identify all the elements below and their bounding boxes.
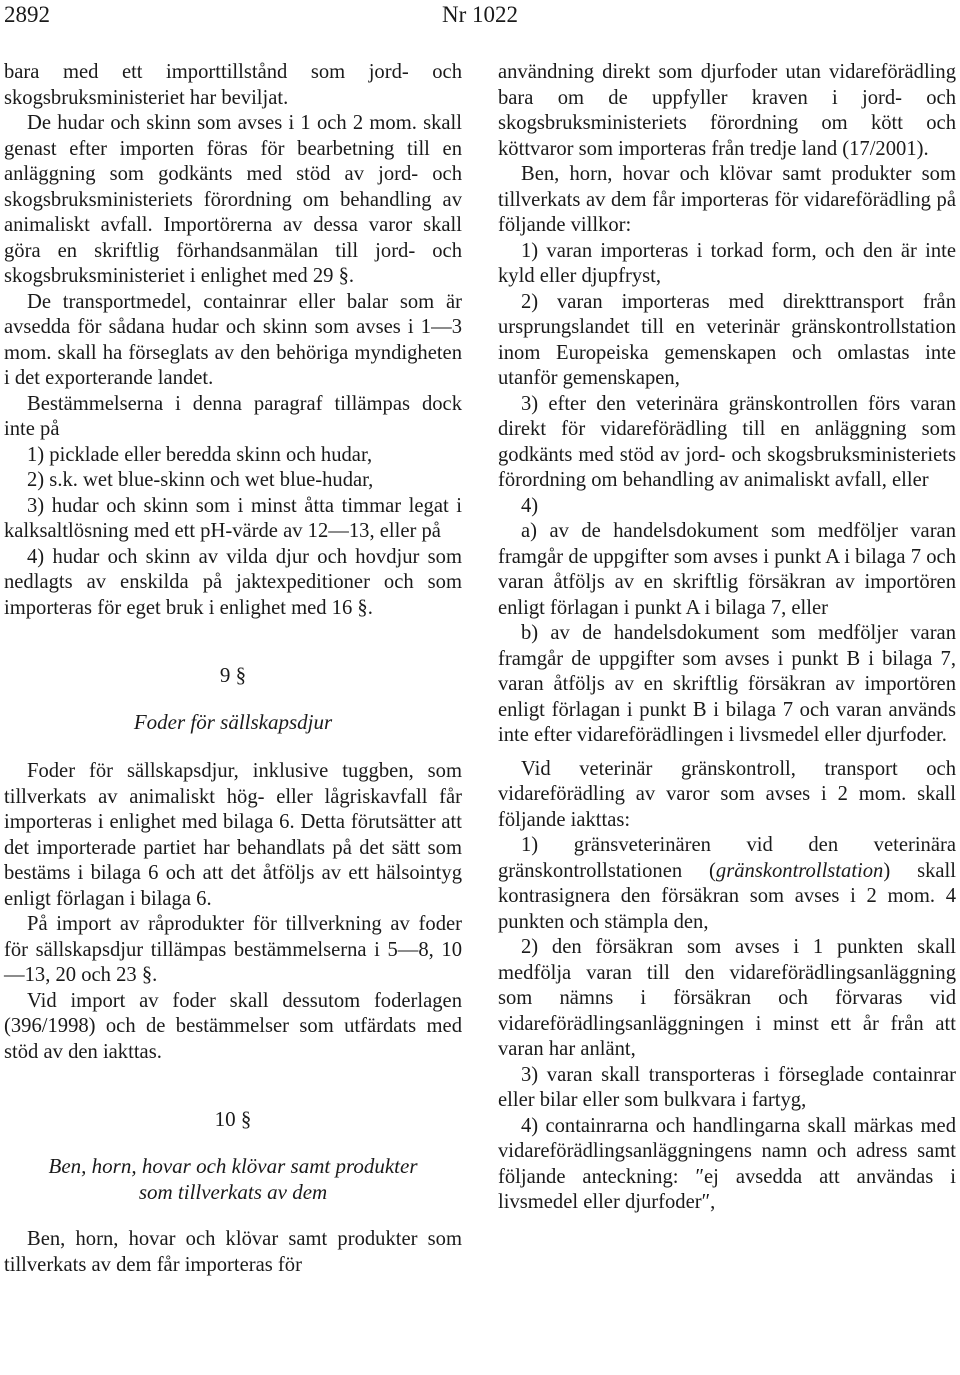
- section-heading: [4, 1153, 462, 1205]
- list-item: 1) picklade eller beredda skinn och hudar,: [27, 443, 373, 466]
- list-item: 3) efter den veterinära gränskontrollen förs varan direkt för vidareförädling till en anläggning som godkänts med stöd av jord- och skogsbruksministeriets förordning om behandling av animaliskt avfall, eller: [498, 392, 956, 491]
- list-item: 2) den försäkran som avses i 1 punkten skall medfölja varan till den vidareförädlingsanläggning som nämns i försäkran och förvaras vid vidareförädlingsanläggningen i minst ett år från att varan har anlänt,: [498, 936, 956, 1060]
- issue-number: Nr 1022: [441, 2, 519, 27]
- list-item: 4): [521, 494, 539, 517]
- list-item: [498, 833, 956, 935]
- paragraph: bara med ett importtillstånd som jord- och skogsbruksministeriet har beviljat.: [4, 61, 462, 109]
- paragraph: Vid import av foder skall dessutom foderlagen (396/1998) och de bestämmelser som utfärdats med stöd av den iakttas.: [4, 989, 462, 1063]
- right-column: [498, 60, 956, 1216]
- text-run: 1) gränsveterinären vid den veterinära gränskontrollstationen (: [498, 834, 956, 882]
- section-number: 10 §: [214, 1107, 252, 1131]
- list-item: 2) varan importeras med direkttransport från ursprungslandet till en veterinär gränskontrollstation inom Europeiska gemenskapen och omlastas inte utanför gemenskapen,: [498, 290, 956, 389]
- list-item: b) av de handelsdokument som medföljer varan framgår de uppgifter som avses i punkt B i bilaga 7, varan åtföljs av en skriftlig försäkran av importören enligt förlagan i punkt B i bilaga 7 och varan används inte efter vidareförädlingen i livsmedel eller djurfoder.: [498, 622, 956, 746]
- paragraph: De transportmedel, containrar eller balar som är avsedda för sådana hudar och skinn som avses i 1—3 mom. skall ha förseglats av den behöriga myndigheten i det exporterande landet.: [4, 290, 462, 389]
- list-item: a) av de handelsdokument som medföljer varan framgår de uppgifter som avses i punkt A i bilaga 7 och varan åtföljs av en skriftlig försäkran av importören enligt förlagan i punkt A i bilaga 7, eller: [498, 520, 956, 619]
- paragraph: Bestämmelserna i denna paragraf tillämpas dock inte på: [4, 392, 462, 440]
- list-item: 2) s.k. wet blue-skinn och wet blue-hudar,: [27, 469, 374, 491]
- paragraph: Foder för sällskapsdjur, inklusive tuggben, som tillverkats av animaliskt hög- eller lågriskavfall får importeras i enlighet med bilaga 6. Detta förutsätter att det importerade partiet har behandlats på det sätt som bestäms i bilaga 6 och att det åtföljs av ett hälsointyg enligt förlagan i bilaga 6.: [4, 760, 462, 910]
- section-number: 9 §: [219, 663, 247, 687]
- paragraph: På import av råprodukter för tillverkning av foder för sällskapsdjur tillämpas bestämmelserna i 5—8, 10—13, 20 och 23 §.: [4, 913, 462, 986]
- list-item: 1) varan importeras i torkad form, och den är inte kyld eller djupfryst,: [498, 239, 956, 287]
- text-run: ) skall kontrasignera den försäkran som avses i 2 mom. 4 punkten och stämpla den,: [498, 859, 956, 933]
- paragraph: användning direkt som djurfoder utan vidareförädling bara om de uppfyller kraven i jord- och skogsbruksministeriets förordning om kött och köttvaror som importeras från tredje land (17/2001).: [498, 61, 956, 160]
- italic-term: gränskontrollstation: [715, 859, 884, 882]
- paragraph: Ben, horn, hovar och klövar samt produkter som tillverkats av dem får importeras för vidareförädling på följande villkor:: [498, 163, 956, 236]
- paragraph: De hudar och skinn som avses i 1 och 2 mom. skall genast efter importen föras för bearbetning till en anläggning som godkänts med stöd av jord- och skogsbruksministeriets förordning om behandling av animaliskt avfall. Importörerna av dessa varor skall göra en skriftlig förhandsanmälan till jord- och skogsbruksministeriet i enlighet med 29 §.: [4, 112, 462, 287]
- section-heading-line: som tillverkats av dem: [138, 1180, 328, 1204]
- section-heading-line: Ben, horn, hovar och klövar samt produkter: [48, 1154, 418, 1178]
- left-column: [4, 60, 462, 1278]
- list-item: 3) varan skall transporteras i förseglade containrar eller bilar eller som bulkvara i fartyg,: [498, 1063, 956, 1111]
- list-item: 3) hudar och skinn som i minst åtta timmar legat i kalksaltlösning med ett pH-värde av 12—13, eller på: [4, 494, 462, 542]
- paragraph: Vid veterinär gränskontroll, transport och vidareförädling av varor som avses i 2 mom. skall följande iakttas:: [498, 757, 956, 831]
- page-number: 2892: [4, 2, 50, 27]
- list-item: 4) hudar och skinn av vilda djur och hovdjur som nedlagts av enskilda på jaktexpeditioner och som importeras för eget bruk i enlighet med 16 §.: [4, 545, 462, 619]
- list-item: 4) containrarna och handlingarna skall märkas med vidareförädlingsanläggningens namn och adress samt följande anteckning: ″ej avsedda att användas i livsmedel eller djurfoder″,: [498, 1114, 956, 1213]
- paragraph: Ben, horn, hovar och klövar samt produkter som tillverkats av dem får importeras för: [4, 1228, 462, 1276]
- section-heading: Foder för sällskapsdjur: [133, 710, 333, 734]
